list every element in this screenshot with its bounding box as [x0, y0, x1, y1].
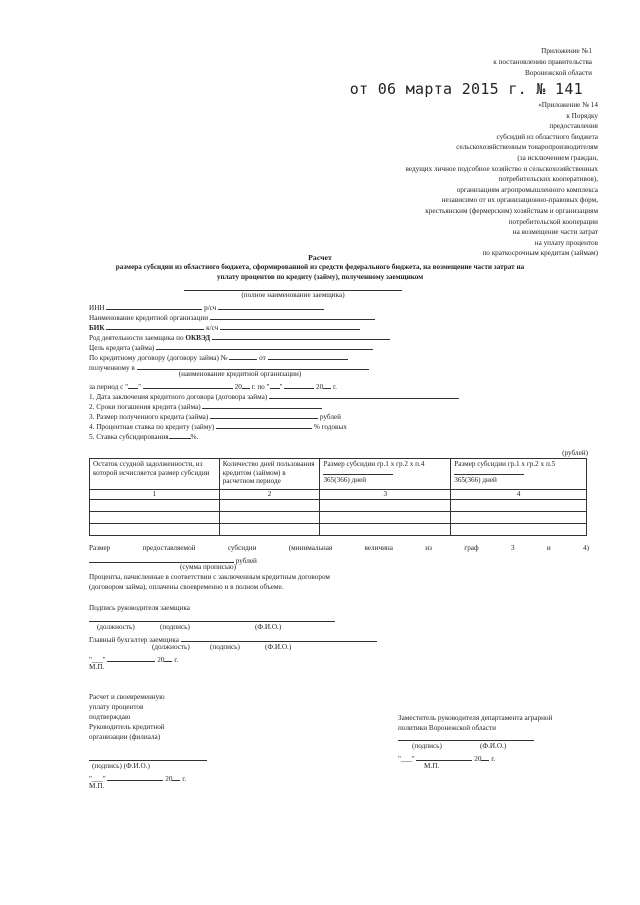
resolution-date-stamp: от 06 марта 2015 г. № 141	[349, 80, 583, 98]
bank-confirmation-block: Расчет и своевременную уплату процентов подтверждаю Руководитель кредитной организации (филиала)	[89, 693, 165, 741]
item1-label: 1. Дата заключения кредитного договора (договора займа)	[89, 393, 268, 401]
item5-label: 5. Ставка субсидирования	[89, 433, 169, 441]
appendix-14-line: крестьянским (фермерским) хозяйствам и организациям	[425, 206, 598, 215]
loan-contract-from: от	[259, 354, 266, 362]
table-cell	[219, 500, 320, 512]
accountant-fio-caption: (Ф.И.О.)	[265, 643, 292, 651]
appendix-14-line: по краткосрочным кредитам (займам)	[482, 249, 598, 258]
period-start-month-field	[143, 380, 233, 389]
loan-purpose-label: Цель кредита (займа)	[89, 344, 155, 352]
subsidy-amount-field-row: рублей	[89, 554, 257, 566]
loan-contract-number-field	[229, 351, 257, 360]
appendix-14-line: сельскохозяйственным товаропроизводителям	[456, 143, 598, 152]
okved-field	[212, 331, 390, 340]
item5-row: 5. Ставка субсидирования %.	[89, 430, 198, 442]
deputy-title-line1: Заместитель руководителя департамента аграрной	[398, 714, 553, 722]
ks-field	[220, 321, 360, 330]
bank-name-label: Наименование кредитной организации	[89, 314, 209, 322]
item2-label: 2. Сроки погашения кредита (займа)	[89, 403, 201, 411]
appendix-1-line3: Воронежской области	[524, 69, 592, 77]
appendix-14-line: на уплату процентов	[534, 238, 598, 247]
appendix-1-line2: к постановлению правительства	[493, 58, 592, 66]
loan-purpose-field	[156, 341, 373, 350]
accountant-signature-caption: (подпись)	[210, 643, 240, 651]
table-number-row	[90, 490, 587, 500]
table-cell	[451, 500, 587, 512]
bank-name-field	[210, 311, 375, 320]
table-header-cell: Размер субсидии гр.1 х гр.2 х п.4 365(366) дней	[320, 459, 451, 490]
fio-caption: (Ф.И.О.)	[255, 623, 282, 631]
item3-row: 3. Размер полученного кредита (займа) рублей	[89, 410, 341, 422]
item4-field	[216, 420, 312, 429]
bik-label: БИК	[89, 324, 105, 332]
table-header-cell: Размер субсидии гр.1 х гр.2 х п.5 365(366) дней	[451, 459, 587, 490]
appendix-14-line: потребительской кооперации	[508, 217, 598, 226]
table-cell	[90, 512, 220, 524]
subsidy-table	[89, 458, 587, 536]
appendix-14-line: субсидий из областного бюджета	[496, 132, 598, 141]
appendix-14-line: ведущих личное подсобное хозяйство и сельскохозяйственных	[405, 164, 598, 173]
appendix-14-line: организациям агропромышленного комплекса	[456, 185, 598, 194]
signature-caption: (подпись)	[160, 623, 190, 631]
period-end-month-field	[284, 380, 314, 389]
chief-accountant-field	[181, 633, 377, 642]
document-title: Расчет	[308, 253, 332, 262]
appendix-14-line: потребительских кооперативов),	[498, 175, 598, 184]
okved-prefix: Род деятельности заемщика по	[89, 334, 184, 342]
head-signature-line	[89, 621, 335, 622]
table-cell	[320, 524, 451, 536]
item2-field	[202, 400, 322, 409]
position-caption: (должность)	[97, 623, 135, 631]
borrower-date-row: "___" 20 г.	[89, 653, 178, 665]
appendix-14-line: предоставления	[549, 122, 598, 131]
item4-row: 4. Процентная ставка по кредиту (займу) % годовых	[89, 420, 347, 432]
table-column-number: 4	[451, 490, 587, 500]
borrower-name-caption: (полное наименование заемщика)	[241, 291, 345, 299]
table-cell	[90, 500, 220, 512]
ks-label: к/сч	[206, 324, 219, 332]
table-cell	[451, 524, 587, 536]
table-cell	[451, 512, 587, 524]
appendix-14-line: на возмещение части затрат	[512, 228, 598, 237]
period-end-day-field	[270, 380, 280, 389]
table-cell	[320, 512, 451, 524]
item3-field	[210, 410, 318, 419]
item5-field	[169, 430, 191, 439]
table-header-row	[90, 459, 587, 490]
inn-field	[106, 301, 202, 310]
deputy-fio-caption: (Ф.И.О.)	[480, 742, 507, 750]
subsidy-amount-field	[89, 554, 234, 563]
deputy-date-row: "___" 20 г.	[398, 752, 495, 764]
deputy-title-line2: политики Воронежской области	[398, 724, 496, 732]
period-row: за период с " " 20 г. по " " 20 г.	[89, 380, 337, 392]
period-start-day-field	[128, 380, 138, 389]
bank-stamp-place: М.П.	[89, 782, 105, 790]
deputy-signature-caption: (подпись)	[412, 742, 442, 750]
interest-statement-line2: (договором займа), оплачены своевременно и в полном объеме.	[89, 583, 284, 591]
head-signature-label: Подпись руководителя заемщика	[89, 604, 190, 612]
inn-label: ИНН	[89, 304, 105, 312]
table-header-cell: Остаток ссудной задолженности, из которой исчисляется размер субсидии	[90, 459, 220, 490]
appendix-14-line: (за исключением граждан,	[517, 153, 598, 162]
appendix-1-label: Приложение №1	[541, 47, 592, 55]
table-cell	[219, 524, 320, 536]
item3-label: 3. Размер полученного кредита (займа)	[89, 413, 209, 421]
item4-label: 4. Процентная ставка по кредиту (займу)	[89, 423, 215, 431]
bank-date-row: "___" 20 г.	[89, 772, 186, 784]
period-label: за период с "	[89, 383, 129, 391]
received-in-label: полученному в	[89, 364, 135, 372]
deputy-stamp-place: М.П.	[424, 762, 440, 770]
bank-signature-caption: (подпись) (Ф.И.О.)	[92, 762, 150, 770]
table-cell	[219, 512, 320, 524]
table-column-number: 1	[90, 490, 220, 500]
appendix-14-block	[406, 100, 598, 259]
table-row	[90, 512, 587, 524]
interest-statement-line1: Проценты, начисленные в соответствии с заключенным кредитным договором	[89, 573, 330, 581]
rs-field	[218, 301, 324, 310]
loan-contract-date-field	[268, 351, 348, 360]
deputy-signature-line	[398, 740, 534, 741]
bik-field	[106, 321, 204, 330]
accountant-position-caption: (должность)	[152, 643, 190, 651]
sum-in-words-caption: (сумма прописью)	[180, 563, 236, 571]
table-column-number: 3	[320, 490, 451, 500]
table-row	[90, 524, 587, 536]
credit-org-field	[137, 361, 369, 370]
table-row	[90, 500, 587, 512]
appendix-14-line: независимо от их организационно-правовых форм,	[441, 196, 598, 205]
chief-accountant-row: Главный бухгалтер заемщика	[89, 633, 377, 645]
rs-label: р/сч	[204, 304, 217, 312]
appendix-14-line: к Порядку	[566, 111, 598, 120]
subsidy-amount-row: Размер предоставляемой субсидии (минимальная величина из граф 3 и 4)	[89, 544, 589, 552]
table-cell	[320, 500, 451, 512]
borrower-stamp-place: М.П.	[89, 663, 105, 671]
appendix-14-line: «Приложение № 14	[538, 101, 598, 109]
table-header-cell: Количество дней пользования кредитом (займом) в расчетном периоде	[219, 459, 320, 490]
table-cell	[90, 524, 220, 536]
credit-org-caption: (наименование кредитной организации)	[178, 370, 302, 378]
document-title-line2: размера субсидии из областного бюджета, сформированной из средств федерального бюджета, на возмещение части затрат на	[115, 263, 525, 271]
item1-field	[269, 390, 459, 399]
loan-contract-label: По кредитному договору (договору займа) №	[89, 354, 228, 362]
bank-signature-line	[89, 760, 207, 761]
okved-label: ОКВЭД	[185, 334, 211, 342]
table-column-number: 2	[219, 490, 320, 500]
document-title-line3: уплату процентов по кредиту (займу), полученному заемщиком	[216, 273, 424, 281]
currency-note: (рублей)	[562, 449, 588, 457]
